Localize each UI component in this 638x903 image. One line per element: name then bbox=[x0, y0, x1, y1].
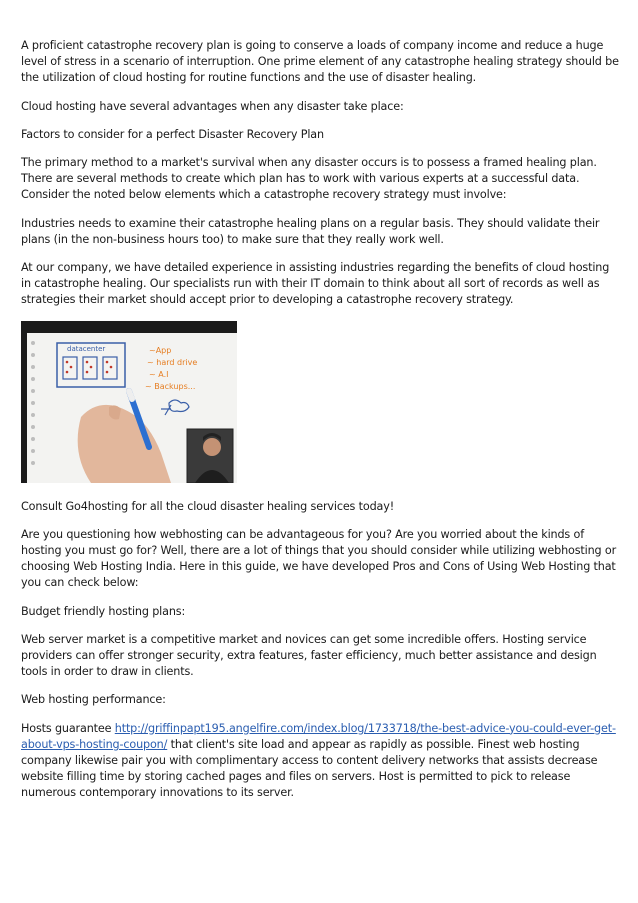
paragraph: Industries needs to examine their catastrophe healing plans on a regular basis. They should validate their plans (in the non-business hours too) to make sure that they really work well. bbox=[21, 216, 600, 246]
embedded-video-thumbnail[interactable] bbox=[21, 321, 237, 483]
paragraph: Factors to consider for a perfect Disaster Recovery Plan bbox=[21, 127, 324, 141]
paragraph: Are you questioning how webhosting can be advantageous for you? Are you worried about the kinds of hosting you must go for? Well, there are a lot of things that you should consider while utilizing webhosting or choosing Web Hosting India. Here in this guide, we have developed Pros and Cons of Using Web Hosting that you can check below: bbox=[21, 527, 617, 590]
paragraph-text: Hosts guarantee bbox=[21, 721, 115, 735]
document-body bbox=[21, 38, 619, 814]
whiteboard-item: ~ A.I bbox=[149, 369, 169, 379]
paragraph: Web hosting performance: bbox=[21, 693, 166, 707]
paragraph: Web server market is a competitive market and novices can get some incredible offers. Hosting service providers can offer stronger security, extra features, faster efficiency, much better assistance and design tools in order to draw in clients. bbox=[21, 632, 597, 679]
paragraph: Cloud hosting have several advantages when any disaster take place: bbox=[21, 99, 404, 113]
paragraph: A proficient catastrophe recovery plan is going to conserve a loads of company income and reduce a huge level of stress in a scenario of interruption. One prime element of any catastrophe healing strategy should be the utilization of cloud hosting for routine functions and the use of disaster healing. bbox=[21, 39, 619, 85]
whiteboard-item: ~ hard drive bbox=[147, 357, 198, 367]
whiteboard-item: ~ Backups... bbox=[145, 381, 196, 391]
paragraph: Budget friendly hosting plans: bbox=[21, 604, 186, 618]
whiteboard-item: ~App bbox=[149, 345, 172, 355]
whiteboard-drawing-image bbox=[21, 321, 237, 483]
whiteboard-heading: datacenter bbox=[67, 344, 106, 353]
paragraph: Consult Go4hosting for all the cloud disaster healing services today! bbox=[21, 499, 395, 513]
external-link[interactable]: http://griffinpapt195.angelfire.com/index.blog/1733718/the-best-advice-you-could-ever-get-about-vps-hosting-coupon/ bbox=[21, 721, 616, 751]
paragraph-text: that client's site load and appear as rapidly as possible. Finest web hosting company likewise pair you with complimentary access to content delivery networks that assists decrease website filling time by storing cached pages and files on servers. Host is permitted to pick to release numerous contemporary innovations to its server. bbox=[21, 737, 598, 800]
paragraph: At our company, we have detailed experience in assisting industries regarding the benefits of cloud hosting in catastrophe healing. Our specialists run with their IT domain to think about all sort of records as well as strategies their market should accept prior to developing a catastrophe recovery strategy. bbox=[21, 261, 610, 307]
paragraph bbox=[21, 721, 619, 802]
paragraph: The primary method to a market's survival when any disaster occurs is to possess a framed healing plan. There are several methods to create which plan has to work with various experts at a successful data. Consider the noted below elements which a catastrophe recovery strategy must involve: bbox=[21, 156, 597, 202]
